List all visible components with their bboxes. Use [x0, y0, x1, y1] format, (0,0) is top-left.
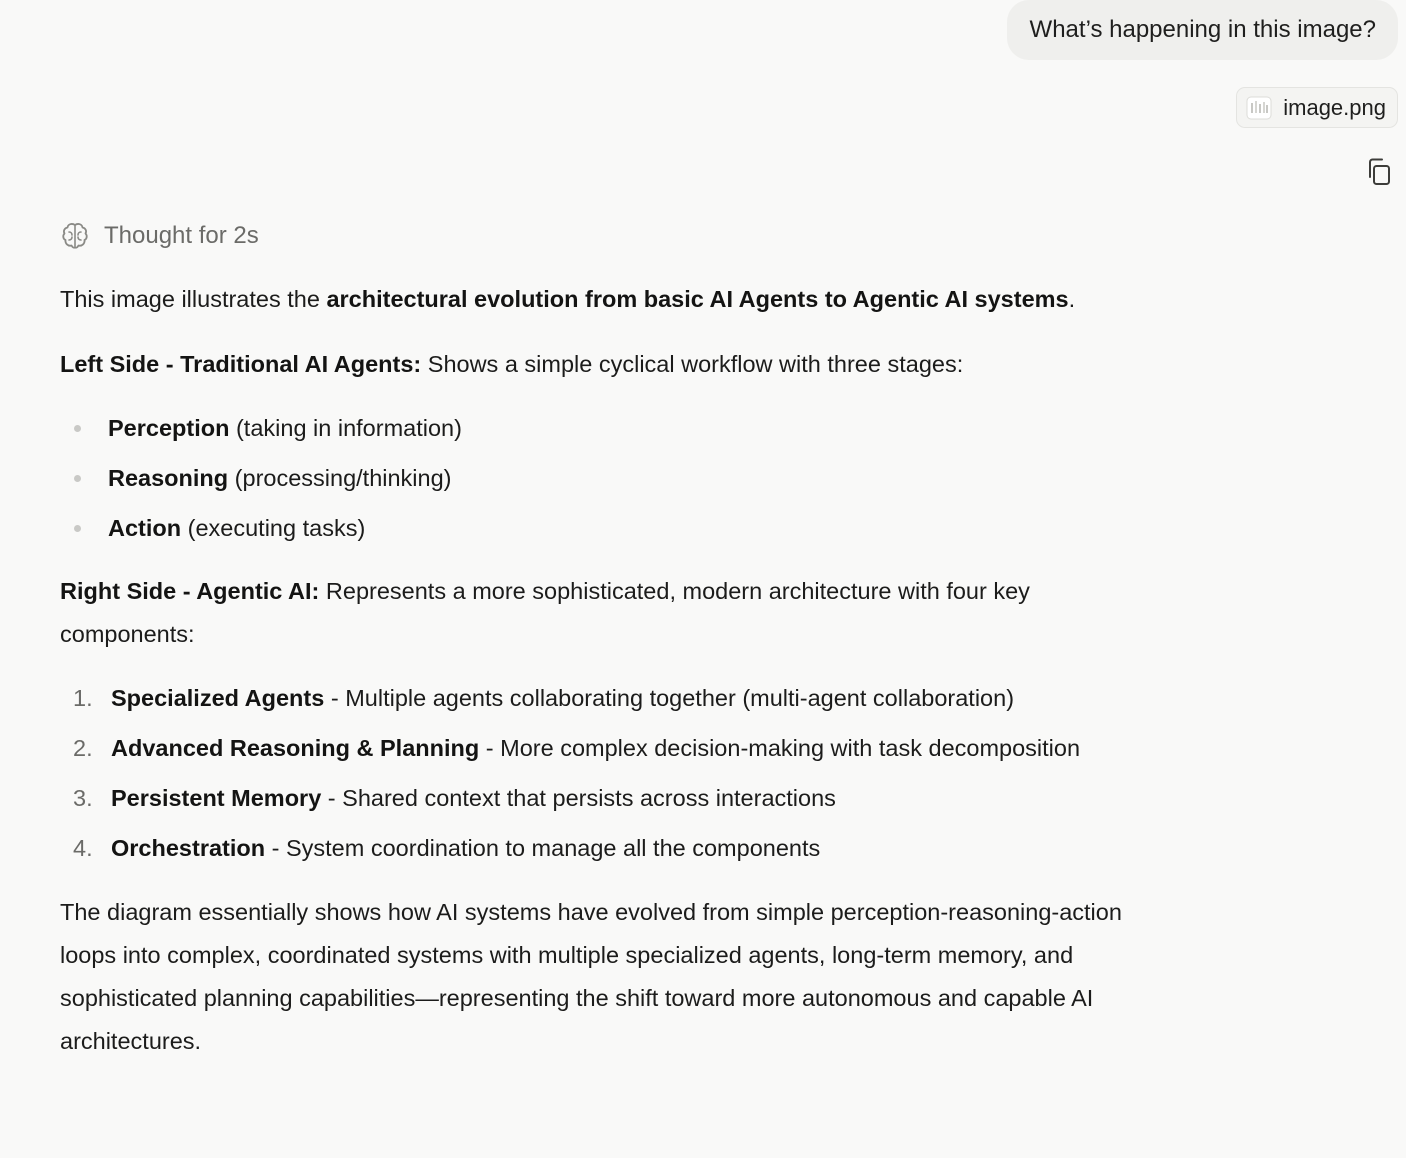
assistant-response: [60, 278, 1150, 1063]
user-message-text: What’s happening in this image?: [1029, 16, 1376, 43]
bullet-icon: [74, 525, 81, 532]
copy-icon: [1365, 157, 1393, 187]
bullet-icon: [74, 425, 81, 432]
right-side-list: [60, 677, 1150, 870]
thought-label: Thought for 2s: [104, 222, 259, 249]
intro-paragraph: This image illustrates the architectural evolution from basic AI Agents to Agentic AI systems.: [60, 286, 1076, 312]
list-item: Reasoning (processing/thinking): [60, 457, 1150, 500]
left-side-paragraph: Left Side - Traditional AI Agents: Shows a simple cyclical workflow with three stages:: [60, 351, 964, 377]
left-side-list: [60, 407, 1150, 550]
attachment-filename: image.png: [1283, 94, 1386, 120]
list-item: 4. Orchestration - System coordination to manage all the components: [73, 835, 821, 861]
list-item: Action (executing tasks): [60, 507, 1150, 550]
conclusion-paragraph: The diagram essentially shows how AI systems have evolved from simple perception-reasoning-action loops into complex, coordinated systems with multiple specialized agents, long-term memory, and sophisticated planning capabilities—representing the shift toward more autonomous and capable AI architectures.: [60, 899, 1122, 1054]
list-item: 3. Persistent Memory - Shared context that persists across interactions: [73, 785, 836, 811]
attachment-chip[interactable]: [1236, 87, 1398, 128]
brain-icon: [60, 221, 90, 251]
user-message-bubble: [1007, 0, 1398, 60]
list-item: 1. Specialized Agents - Multiple agents collaborating together (multi-agent collaboration): [73, 685, 1015, 711]
bullet-icon: [74, 475, 81, 482]
list-item: 2. Advanced Reasoning & Planning - More complex decision-making with task decomposition: [73, 735, 1081, 761]
copy-button[interactable]: [1364, 155, 1394, 189]
right-side-paragraph: Right Side - Agentic AI: Represents a more sophisticated, modern architecture with four key components:: [60, 578, 1030, 647]
image-thumbnail-icon: [1245, 95, 1273, 121]
thought-toggle[interactable]: [60, 221, 259, 251]
list-item: Perception (taking in information): [60, 407, 1150, 450]
